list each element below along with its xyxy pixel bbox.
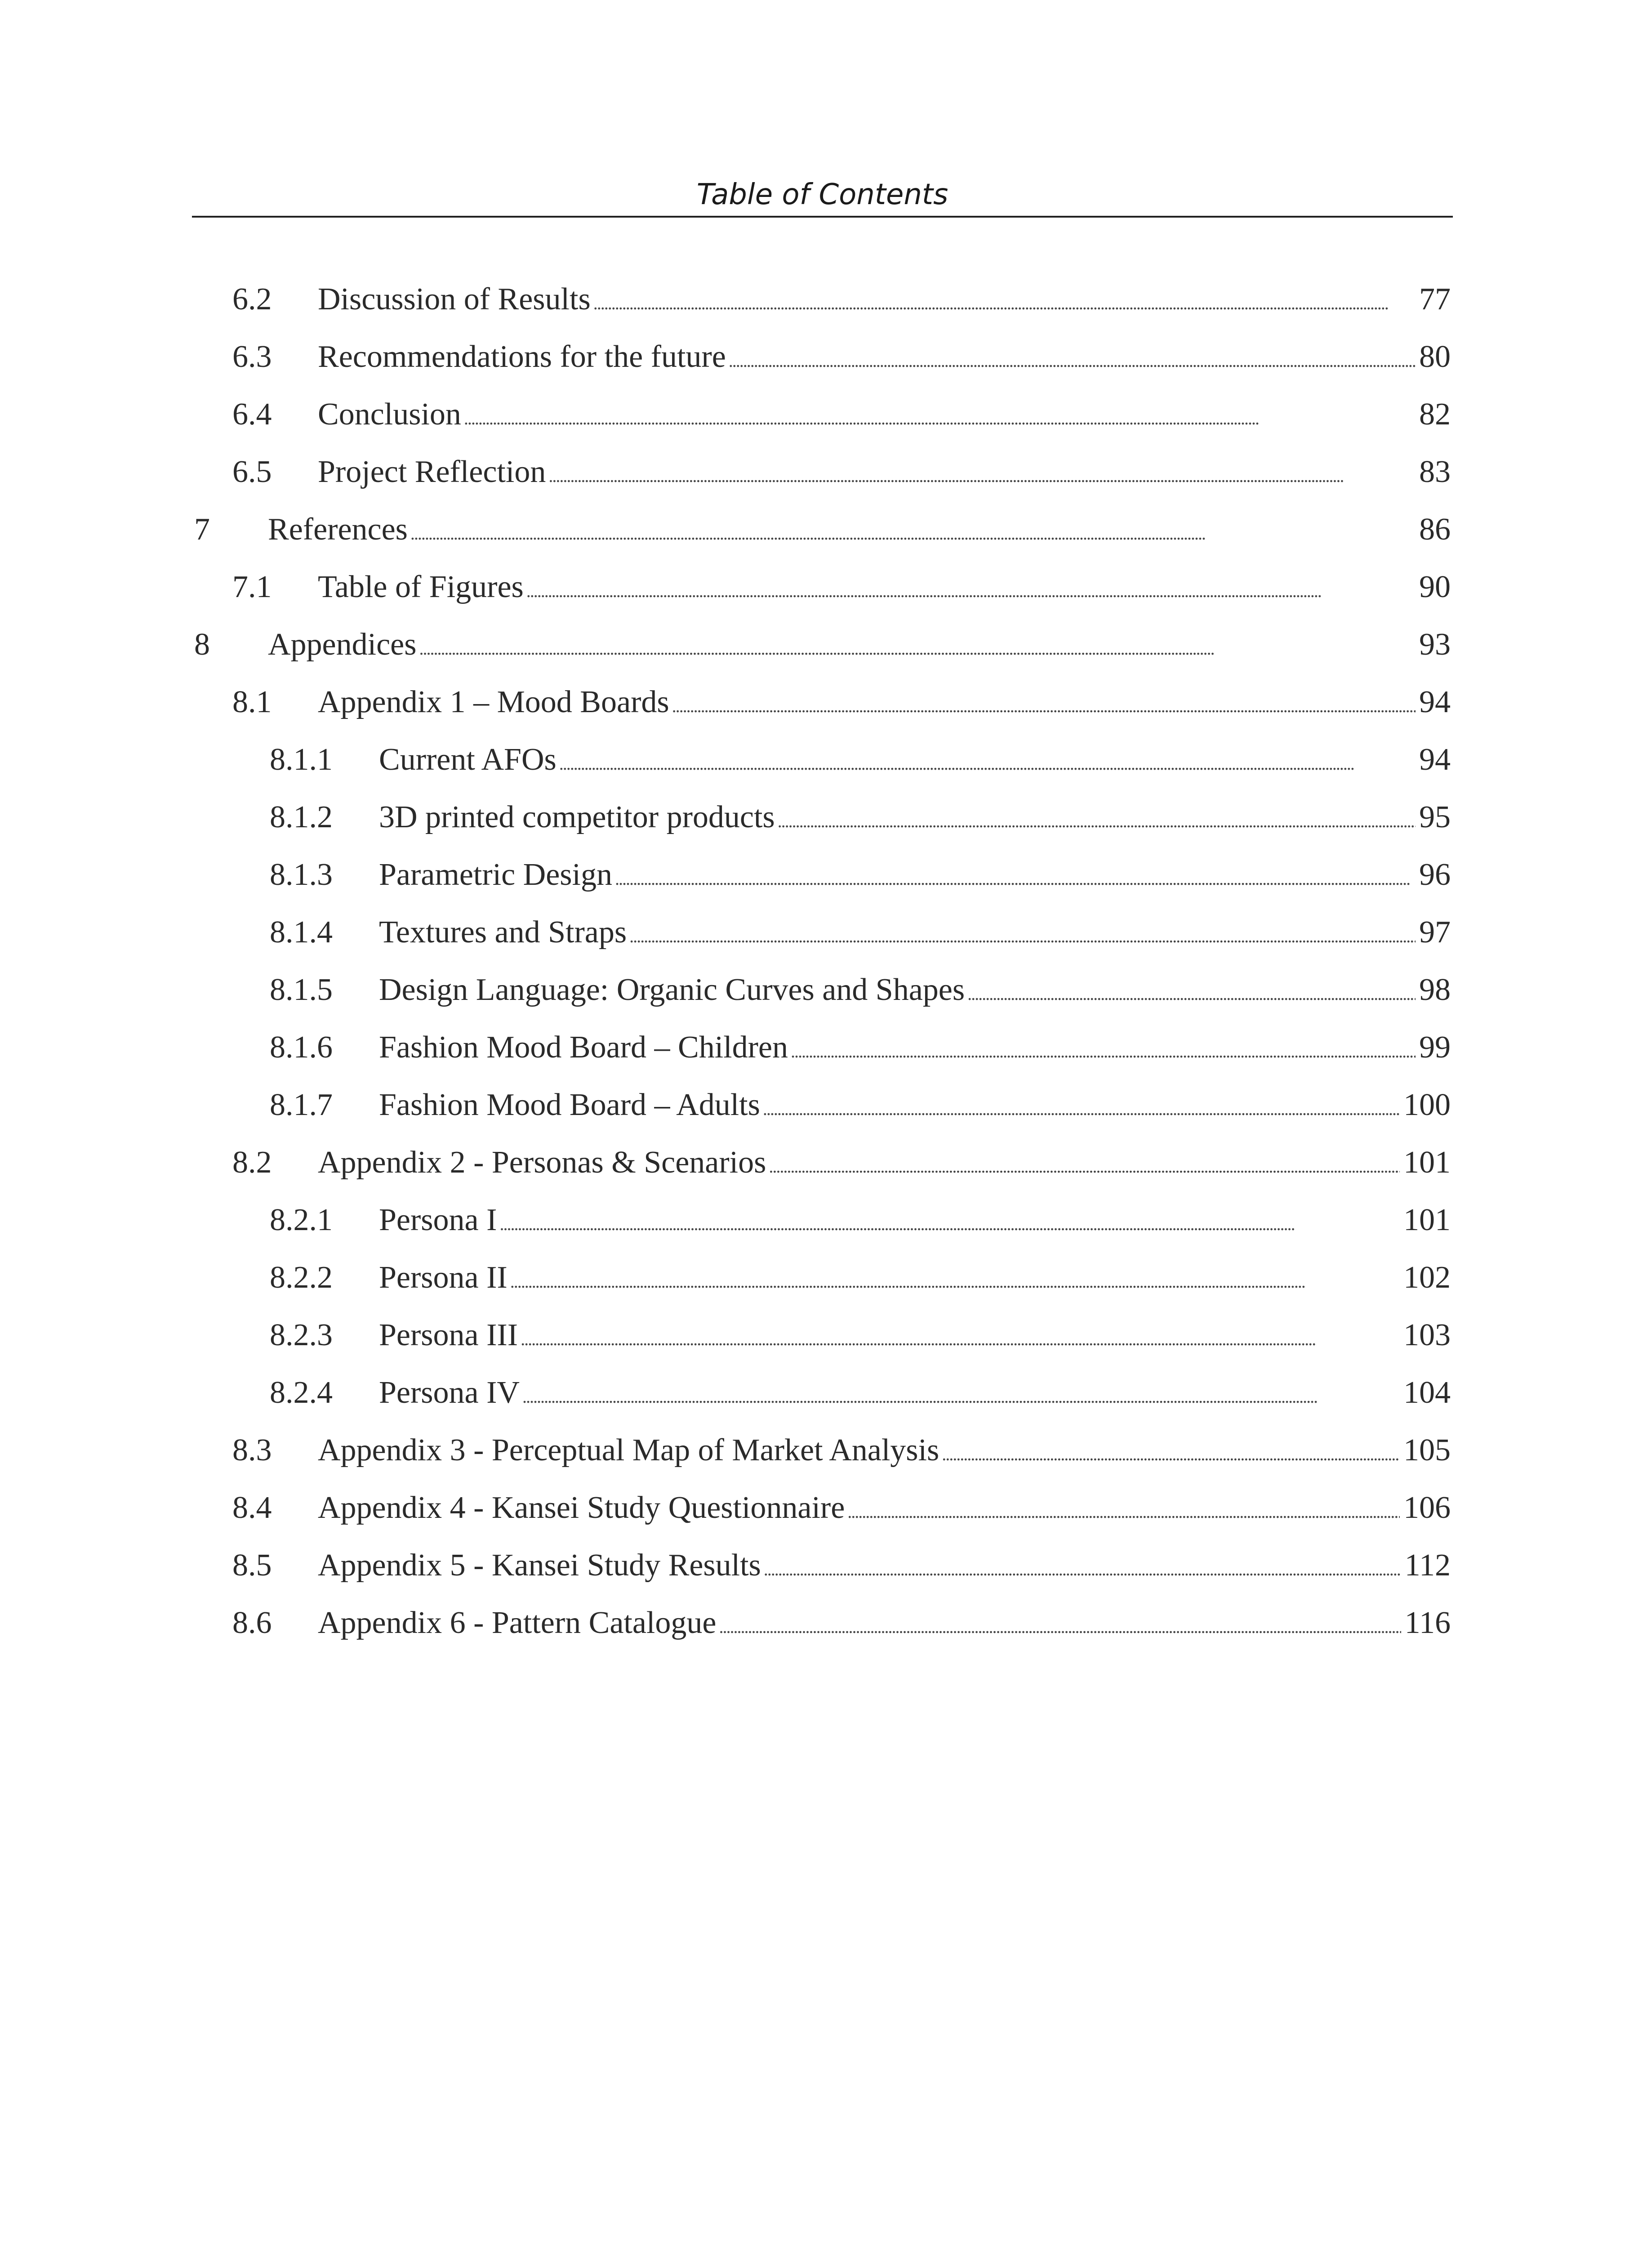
toc-dot-leader — [593, 271, 1416, 332]
toc-entry[interactable] — [0, 1479, 1652, 1537]
toc-entry-line — [379, 1307, 1451, 1368]
toc-entry-line — [379, 961, 1451, 1023]
toc-entry-line — [379, 846, 1451, 908]
toc-dot-leader — [510, 1249, 1400, 1311]
toc-entry-page-number: 82 — [1419, 397, 1451, 432]
toc-entry-number: 8.1.4 — [270, 915, 333, 950]
toc-entry[interactable] — [0, 1134, 1652, 1191]
toc-entry[interactable] — [0, 328, 1652, 386]
toc-entry-title: Recommendations for the future — [318, 339, 726, 374]
toc-entry-page-number: 95 — [1419, 800, 1451, 834]
toc-entry-number: 6.2 — [232, 282, 272, 317]
toc-entry-title: Discussion of Results — [318, 282, 591, 317]
toc-entry-title: Textures and Straps — [379, 915, 627, 950]
toc-entry-page-number: 101 — [1403, 1145, 1451, 1180]
toc-entry-page-number: 116 — [1404, 1606, 1451, 1640]
toc-entry-line — [318, 1134, 1451, 1195]
toc-entry-title: Fashion Mood Board – Adults — [379, 1088, 760, 1122]
toc-entry[interactable] — [0, 961, 1652, 1019]
toc-dot-leader — [764, 1537, 1401, 1598]
toc-entry-number: 8.3 — [232, 1433, 272, 1467]
toc-dot-leader — [967, 961, 1416, 1023]
toc-entry-page-number: 94 — [1419, 742, 1451, 777]
toc-entry[interactable] — [0, 386, 1652, 443]
toc-entry-title: Appendices — [268, 627, 417, 662]
header-rule — [192, 216, 1453, 218]
toc-entry-number: 8.1.3 — [270, 857, 333, 892]
toc-entry-page-number: 86 — [1419, 512, 1451, 547]
toc-entry-number: 8.5 — [232, 1548, 272, 1583]
toc-entry[interactable] — [0, 1307, 1652, 1364]
toc-entry-line — [379, 1191, 1451, 1253]
toc-entry-page-number: 103 — [1403, 1318, 1451, 1352]
toc-entry-number: 8 — [194, 627, 210, 662]
toc-entry-line — [379, 904, 1451, 965]
toc-entry[interactable] — [0, 1076, 1652, 1134]
toc-entry-page-number: 77 — [1419, 282, 1451, 317]
toc-entry[interactable] — [0, 1594, 1652, 1652]
toc-entry-line — [318, 271, 1451, 332]
toc-entry-line — [268, 616, 1451, 678]
toc-entry-number: 7 — [194, 512, 210, 547]
toc-entry-title: Persona III — [379, 1318, 518, 1352]
toc-entry-title: Appendix 3 - Perceptual Map of Market Analysis — [318, 1433, 940, 1467]
toc-dot-leader — [526, 558, 1416, 620]
toc-dot-leader — [548, 443, 1416, 505]
toc-entry-number: 8.1.7 — [270, 1088, 333, 1122]
toc-entry-page-number: 83 — [1419, 455, 1451, 489]
toc-entry-page-number: 112 — [1404, 1548, 1451, 1583]
toc-entry-line — [318, 328, 1451, 390]
toc-entry[interactable] — [0, 789, 1652, 846]
toc-entry-number: 8.1.1 — [270, 742, 333, 777]
toc-entry[interactable] — [0, 1364, 1652, 1422]
toc-entry-title: Project Reflection — [318, 455, 546, 489]
toc-entry-line — [318, 1479, 1451, 1541]
toc-entry-title: Persona I — [379, 1203, 497, 1237]
toc-entry-number: 8.1.5 — [270, 972, 333, 1007]
toc-dot-leader — [559, 731, 1416, 793]
toc-entry-line — [379, 731, 1451, 793]
toc-dot-leader — [942, 1422, 1400, 1483]
toc-entry-title: Appendix 4 - Kansei Study Questionnaire — [318, 1490, 845, 1525]
toc-entry-page-number: 104 — [1403, 1375, 1451, 1410]
toc-entry-title: Parametric Design — [379, 857, 612, 892]
toc-entry-line — [379, 1364, 1451, 1426]
toc-entry-page-number: 101 — [1403, 1203, 1451, 1237]
toc-entry[interactable] — [0, 1019, 1652, 1076]
toc-dot-leader — [419, 616, 1416, 678]
toc-entry-number: 8.2 — [232, 1145, 272, 1180]
toc-dot-leader — [629, 904, 1416, 965]
toc-entry-title: Conclusion — [318, 397, 461, 432]
toc-entry-title: Persona II — [379, 1260, 508, 1295]
toc-dot-leader — [522, 1364, 1400, 1426]
toc-entry-number: 8.2.1 — [270, 1203, 333, 1237]
toc-entry-page-number: 106 — [1403, 1490, 1451, 1525]
toc-entry-title: 3D printed competitor products — [379, 800, 775, 834]
toc-entry-number: 8.6 — [232, 1606, 272, 1640]
toc-entry[interactable] — [0, 731, 1652, 789]
toc-entry[interactable] — [0, 846, 1652, 904]
toc-entry-line — [318, 386, 1451, 447]
toc-entry-page-number: 99 — [1419, 1030, 1451, 1065]
toc-entry[interactable] — [0, 674, 1652, 731]
toc-entry-page-number: 98 — [1419, 972, 1451, 1007]
toc-entry-page-number: 97 — [1419, 915, 1451, 950]
toc-entry-line — [379, 1249, 1451, 1311]
toc-dot-leader — [719, 1594, 1401, 1656]
toc-entry[interactable] — [0, 501, 1652, 558]
toc-entry-title: Appendix 5 - Kansei Study Results — [318, 1548, 761, 1583]
toc-entry[interactable] — [0, 1191, 1652, 1249]
toc-entry-title: Design Language: Organic Curves and Shapes — [379, 972, 965, 1007]
toc-entry-number: 8.1.6 — [270, 1030, 333, 1065]
toc-entry-line — [318, 443, 1451, 505]
toc-entry-number: 8.1.2 — [270, 800, 333, 834]
toc-entry[interactable] — [0, 1422, 1652, 1479]
toc-entry-number: 6.3 — [232, 339, 272, 374]
toc-entry[interactable] — [0, 616, 1652, 674]
toc-entry-line — [318, 674, 1451, 735]
toc-entry[interactable] — [0, 1537, 1652, 1594]
toc-entry-title: Appendix 1 – Mood Boards — [318, 685, 669, 719]
toc-entry-line — [318, 1594, 1451, 1656]
toc-entry-line — [379, 1019, 1451, 1080]
toc-entry-number: 8.2.4 — [270, 1375, 333, 1410]
toc-dot-leader — [791, 1019, 1416, 1080]
toc-entry-number: 8.2.2 — [270, 1260, 333, 1295]
toc-entry-line — [379, 789, 1451, 850]
toc-dot-leader — [729, 328, 1416, 390]
toc-entry-page-number: 102 — [1403, 1260, 1451, 1295]
toc-dot-leader — [521, 1307, 1400, 1368]
toc-dot-leader — [672, 674, 1416, 735]
toc-entry-page-number: 93 — [1419, 627, 1451, 662]
toc-entry[interactable] — [0, 904, 1652, 961]
toc-entry-number: 8.4 — [232, 1490, 272, 1525]
toc-dot-leader — [778, 789, 1416, 850]
toc-entry-page-number: 94 — [1419, 685, 1451, 719]
toc-entry[interactable] — [0, 271, 1652, 328]
toc-entry-number: 6.5 — [232, 455, 272, 489]
toc-entry-line — [318, 1422, 1451, 1483]
toc-entry-page-number: 90 — [1419, 570, 1451, 604]
toc-entry-line — [379, 1076, 1451, 1138]
toc-entry-page-number: 105 — [1403, 1433, 1451, 1467]
toc-dot-leader — [499, 1191, 1400, 1253]
toc-entry-page-number: 100 — [1403, 1088, 1451, 1122]
toc-entry[interactable] — [0, 558, 1652, 616]
toc-entry-line — [318, 558, 1451, 620]
toc-entry-title: Persona IV — [379, 1375, 520, 1410]
toc-dot-leader — [615, 846, 1416, 908]
toc-entry-title: Current AFOs — [379, 742, 557, 777]
toc-entry[interactable] — [0, 443, 1652, 501]
toc-entry-title: References — [268, 512, 408, 547]
toc-entry-number: 8.2.3 — [270, 1318, 333, 1352]
page-header-title: Table of Contents — [696, 178, 948, 211]
toc-dot-leader — [410, 501, 1416, 562]
toc-entry-title: Appendix 2 - Personas & Scenarios — [318, 1145, 766, 1180]
toc-entry[interactable] — [0, 1249, 1652, 1307]
toc-entry-line — [268, 501, 1451, 562]
toc-entry-title: Appendix 6 - Pattern Catalogue — [318, 1606, 717, 1640]
toc-dot-leader — [464, 386, 1416, 447]
toc-dot-leader — [769, 1134, 1400, 1195]
toc-entry-page-number: 96 — [1419, 857, 1451, 892]
toc-dot-leader — [847, 1479, 1400, 1541]
toc-entry-number: 8.1 — [232, 685, 272, 719]
toc-entry-title: Table of Figures — [318, 570, 524, 604]
toc-entry-number: 6.4 — [232, 397, 272, 432]
toc-entry-title: Fashion Mood Board – Children — [379, 1030, 788, 1065]
toc-entry-page-number: 80 — [1419, 339, 1451, 374]
toc-entry-number: 7.1 — [232, 570, 272, 604]
toc-entry-line — [318, 1537, 1451, 1598]
toc-dot-leader — [763, 1076, 1400, 1138]
